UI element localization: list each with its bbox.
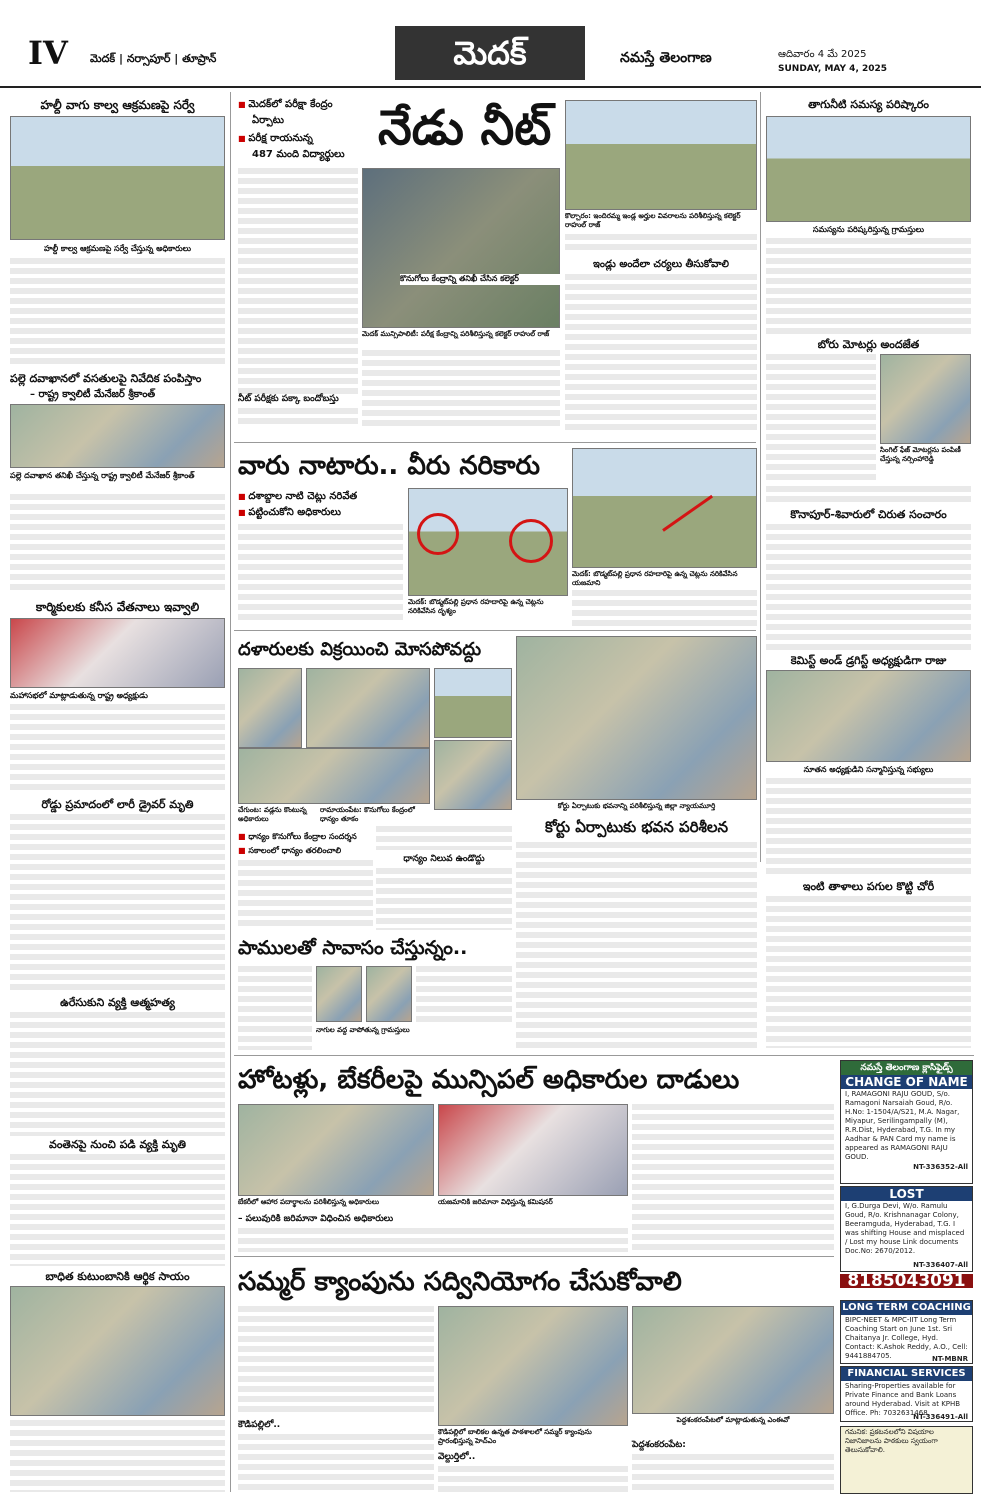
highlight-circle: [509, 519, 553, 563]
right-article-4: [766, 778, 971, 878]
trees-article-2: [572, 590, 757, 626]
summer-article-1: [238, 1306, 434, 1416]
summer-article-2: [238, 1434, 434, 1494]
grain-photo-3: [238, 748, 430, 804]
left-photo-7: [10, 1286, 225, 1416]
right-caption-1: సమస్యను పరిష్కరిస్తున్న గ్రామస్తులు: [812, 225, 925, 234]
grain-bullet-2: ■ సకాలంలో ధాన్యం తరలించాలి: [238, 846, 341, 857]
summer-caption-1: కౌడిపల్లిలో బాలికల ఉన్నత పాఠశాలలో సమ్మర్ క్యాంపును ప్రారంభిస్తున్న హెచ్ఎం: [438, 1428, 592, 1445]
highlight-arrow: [662, 495, 713, 532]
court-photo: [516, 636, 757, 800]
trees-article-1: [238, 524, 403, 624]
coaching-ad: [840, 1300, 973, 1364]
finance-title: FINANCIAL SERVICES: [841, 1367, 972, 1381]
right-photo-4: [766, 670, 971, 762]
right-photo-2: [880, 354, 971, 444]
summer-caption-2: పెద్దశంకరంపేటలో మాట్లాడుతున్న ఎంఈవో: [676, 1416, 790, 1424]
right-headline-3: కొనాపూర్-శివారులో చిరుత సంచారం: [790, 508, 947, 521]
finance-ad: [840, 1366, 973, 1422]
lead-caption-1: మెదక్ మున్సిపాలిటీ: పరీక్ష కేంద్రాన్ని పరిశీలిస్తున్న కలెక్టర్ రాహుల్ రాజ్: [362, 330, 550, 338]
left-headline-5: ఉరేసుకుని వ్యక్తి ఆత్మహత్య: [60, 996, 175, 1009]
section-rule: [234, 1256, 834, 1257]
housing-caption: కొల్చారం: ఇందిరమ్మ ఇండ్ల అర్హుల వివరాలను పరిశీలిస్తున్న కలెక్టర్ రాహుల్ రాజ్: [565, 212, 741, 229]
grain-article-2: [376, 826, 512, 850]
right-article-2b: [766, 486, 971, 506]
left-article-1: [10, 258, 225, 368]
hotels-photo-2: [438, 1104, 628, 1196]
right-headline-4: కెమిస్ట్ అండ్ డ్రగిస్ట్ అధ్యక్షుడిగా రాజు: [790, 654, 947, 667]
lead-headline: నేడు నీట్: [378, 100, 552, 156]
left-photo-2: [10, 404, 225, 468]
column-rule: [230, 92, 231, 1492]
date-telugu: ఆదివారం 4 మే 2025: [778, 49, 867, 60]
change-of-name-text: I, RAMAGONI RAJU GOUD, S/o. Ramagoni Narsaiah Goud, R/o. H.No: 1-1504/A/S21, M.A. Nagar, Miyapur, Serilingampally (M), R.R.Dist, Hyderabad, T.G. In my Aadhar & PAN Card my name is appeared as RAMAGONI RAJU GOUD.: [845, 1090, 960, 1161]
grain-article-1: [238, 860, 373, 930]
grain-subhead: ధాన్యం నిలువ ఉండొద్దు: [403, 854, 485, 864]
summer-headline: సమ్మర్ క్యాంపును సద్వినియోగం చేసుకోవాలి: [238, 1267, 682, 1297]
housing-article-2: [565, 274, 757, 434]
left-photo-3: [10, 618, 225, 688]
right-article-1: [766, 238, 971, 336]
grain-photo-5: [434, 740, 512, 810]
section-rule: [234, 630, 756, 631]
left-article-6: [10, 1154, 225, 1266]
left-caption-3: మహాసభలో మాట్లాడుతున్న రాష్ట్ర అధ్యక్షుడు: [10, 691, 148, 700]
trees-headline: వారు నాటారు.. వీరు నరికారు: [238, 451, 540, 481]
column-rule: [760, 92, 761, 862]
classifieds-banner: నమస్తే తెలంగాణ క్లాసిఫైడ్స్: [841, 1061, 972, 1075]
notice-text: గమనిక: ప్రకటనలలోని విషయాల నిజానిజాలను పాఠకులు స్వయంగా తెలుసుకోవాలి.: [845, 1428, 938, 1454]
trees-caption-1: మెదక్: బొడ్మట్‌పల్లి ప్రధాన రహదారిపై ఉన్న చెట్లను నరికివేసిన దృశ్యం: [408, 598, 544, 615]
lead-photo-exam-centre: [362, 168, 560, 328]
left-caption-2: పల్లె దవాఖాన తనిఖీ చేస్తున్న రాష్ట్ర క్వాలిటీ మేనేజర్ శ్రీకాంత్: [10, 471, 195, 480]
classifieds-ad: [840, 1060, 973, 1184]
right-article-3: [766, 524, 971, 652]
change-of-name-ref: NT-336352-All: [913, 1163, 968, 1171]
summer-subhead-1: కౌడిపల్లిలో..: [238, 1420, 281, 1430]
trees-bullet-1: ■ దశాబ్దాల నాటి చెట్లు నరివేత: [238, 490, 357, 504]
court-headline: కోర్టు ఏర్పాటుకు భవన పరిశీలన: [544, 818, 729, 836]
right-headline-1: తాగునీటి సమస్య పరిష్కారం: [808, 98, 929, 111]
grain-headline: దళారులకు విక్రయించి మోసపోవద్దు: [238, 639, 482, 660]
housing-headline: ఇండ్లు అందేలా చర్యలు తీసుకోవాలి: [593, 259, 729, 270]
lead-bullet-2b: 487 మంది విద్యార్థులు: [252, 149, 345, 160]
court-article: [516, 842, 757, 1050]
right-caption-2: సింగిల్ ఫేజ్ మోటర్లను పంపిణీ చేస్తున్న నర్సింహారెడ్డి: [880, 446, 961, 463]
lost-ad: [840, 1186, 973, 1272]
left-photo-1: [10, 116, 225, 240]
summer-article-4: [632, 1454, 834, 1494]
left-headline-2: పల్లె దవాఖానలో వసతులపై నివేదిక పంపిస్తాం: [10, 372, 202, 385]
snakes-headline: పాములతో సావాసం చేస్తున్నం..: [238, 937, 468, 959]
grain-photo-1: [238, 668, 302, 748]
snakes-caption: నాగుల వద్ద వాపోతున్న గ్రామస్తులు: [316, 1026, 410, 1034]
grain-article-3: [376, 868, 512, 930]
housing-article-1: [565, 234, 757, 254]
lead-bullet-1: ■ మెదక్‌లో పరీక్షా కేంద్రం: [238, 98, 333, 112]
left-article-3: [10, 704, 225, 794]
left-article-2: [10, 494, 225, 590]
summer-photo-1: [438, 1306, 628, 1426]
summer-article-3: [438, 1466, 628, 1494]
hotels-photo-1: [238, 1104, 434, 1196]
phone-ad: [840, 1271, 973, 1298]
grain-photo-4: [434, 668, 512, 738]
highlight-circle: [417, 513, 459, 555]
left-article-5: [10, 1012, 225, 1136]
paper-name: నమస్తే తెలంగాణ: [620, 50, 712, 66]
lead-bullet-2: ■ పరీక్ష రాయనున్న: [238, 132, 313, 146]
ad-phone-number: 8185043091: [840, 1274, 973, 1288]
hotels-subhead: – పలువురికి జరిమానా విధించిన అధికారులు: [238, 1214, 394, 1224]
left-caption-1: హల్దీ కాల్వ ఆక్రమణపై సర్వే చేస్తున్న అధికారులు: [43, 244, 192, 253]
coaching-title: LONG TERM COACHING: [842, 1302, 971, 1313]
section-rule: [234, 442, 756, 443]
left-headline-1: హల్దీ వాగు కాల్వ ఆక్రమణపై సర్వే: [40, 98, 195, 112]
right-article-2: [766, 354, 876, 484]
left-headline-2-sub: – రాష్ట్ర క్వాలిటీ మేనేజర్ శ్రీకాంత్: [30, 389, 156, 400]
left-headline-4: రోడ్డు ప్రమాదంలో లారీ డ్రైవర్ మృతి: [41, 798, 194, 811]
right-article-5: [766, 896, 971, 1048]
lead-subhead-1: నీట్ పరీక్షకు పక్కా బందోబస్తు: [238, 394, 358, 406]
section-rule: [234, 1055, 974, 1056]
left-headline-6: వంతెనపై నుంచి పడి వ్యక్తి మృతి: [49, 1138, 186, 1151]
right-headline-5: ఇంటి తాళాలు పగుల కొట్టి చోరీ: [802, 880, 935, 893]
housing-photo: [565, 100, 757, 210]
trees-photo-1: [408, 488, 568, 596]
left-headline-3: కార్మికులకు కనీస వేతనాలు ఇవ్వాలి: [35, 600, 200, 614]
grain-caption-2: రామాయంపేట: కొనుగోలు కేంద్రంలో ధాన్యం తూకం: [320, 806, 415, 823]
trees-photo-2: [572, 448, 757, 568]
right-photo-1: [766, 116, 971, 222]
snakes-article-2: [416, 966, 512, 1022]
lead-article-mid: [362, 350, 560, 430]
masthead: [0, 0, 981, 88]
hotels-caption-1: బేకరీలో ఆహార పదార్థాలను పరిశీలిస్తున్న అధికారులు: [238, 1198, 380, 1206]
summer-photo-2: [632, 1306, 834, 1414]
notice-box: [840, 1426, 973, 1494]
summer-subhead-3: పెద్దశంకరంపేట:: [632, 1440, 686, 1450]
left-article-4: [10, 814, 225, 994]
left-headline-7: బాధిత కుటుంబానికి ఆర్థిక సాయం: [45, 1270, 190, 1283]
snakes-article-1: [238, 966, 312, 1050]
hotels-article-2: [632, 1104, 834, 1252]
right-caption-4: నూతన అధ్యక్షుడిని సన్మానిస్తున్న సభ్యులు: [803, 765, 934, 774]
lead-article-left: [238, 168, 358, 428]
lost-text: I, G.Durga Devi, W/o. Ramulu Goud, R/o. Krishnanagar Colony, Beeramguda, Hyderabad, T.G. I was shifting House and misplaced / Lost my house Link documents Doc.No: 2670/2012.: [845, 1202, 965, 1255]
hotels-article-1: [238, 1228, 628, 1252]
grain-photo-2: [306, 668, 430, 748]
trees-caption-2: మెదక్: బొడ్మట్‌పల్లి ప్రధాన రహదారిపై ఉన్న చెట్లను నరికివేసిన యజమాని: [572, 570, 738, 587]
court-caption: కోర్టు ఏర్పాటుకు భవనాన్ని పరిశీలిస్తున్న జిల్లా న్యాయమూర్తి: [557, 802, 716, 810]
hotels-caption-2: యజమానికి జరిమానా విధిస్తున్న కమిషనర్: [438, 1198, 553, 1206]
lead-bullet-1b: ఏర్పాటు: [252, 115, 284, 126]
snakes-photo-2: [366, 966, 412, 1022]
change-of-name-title: CHANGE OF NAME: [841, 1075, 972, 1089]
snakes-photo-1: [316, 966, 362, 1022]
page-number: IV: [28, 34, 68, 72]
date-english: SUNDAY, MAY 4, 2025: [778, 64, 888, 74]
grain-bullet-1: ■ ధాన్యం కొనుగోలు కేంద్రాల సందర్శన: [238, 832, 357, 843]
lost-ref: NT-336407-All: [913, 1261, 968, 1269]
coaching-ref: NT-MBNR: [931, 1355, 968, 1363]
trees-bullet-2: ■ పట్టించుకోని అధికారులు: [238, 506, 341, 520]
grain-caption-1: చేగుంట: వడ్లను కొంటున్న అధికారులు: [238, 806, 307, 823]
section-names: మెదక్ | నర్సాపూర్ | తూప్రాన్: [90, 52, 217, 65]
edition-title: మెదక్: [395, 26, 585, 80]
left-article-7: [10, 1420, 225, 1492]
lead-subhead-2: కొనుగోలు కేంద్రాన్ని తనిఖీ చేసిన కలెక్టర్: [400, 274, 560, 285]
right-headline-2: బోరు మోటర్లు అందజేత: [817, 338, 920, 351]
summer-subhead-2: వెల్దుర్తిలో..: [438, 1452, 476, 1462]
hotels-headline: హోటళ్లు, బేకరీలపై మున్సిపల్ అధికారుల దాడులు: [238, 1065, 740, 1095]
lost-title: LOST: [841, 1187, 972, 1201]
finance-ref: NT-336491-All: [913, 1413, 968, 1421]
finance-text: Sharing-Properties available for Private Finance and Bank Loans around Hyderabad. Visit at KPHB Office. Ph: 7032631468.: [845, 1382, 961, 1417]
coaching-text: BIPC-NEET & MPC-IIT Long Term Coaching Start on June 1st. Sri Chaitanya Jr. College, Hyd. Contact: K.Ashok Reddy, A.O., Cell: 9441884705.: [845, 1316, 968, 1360]
